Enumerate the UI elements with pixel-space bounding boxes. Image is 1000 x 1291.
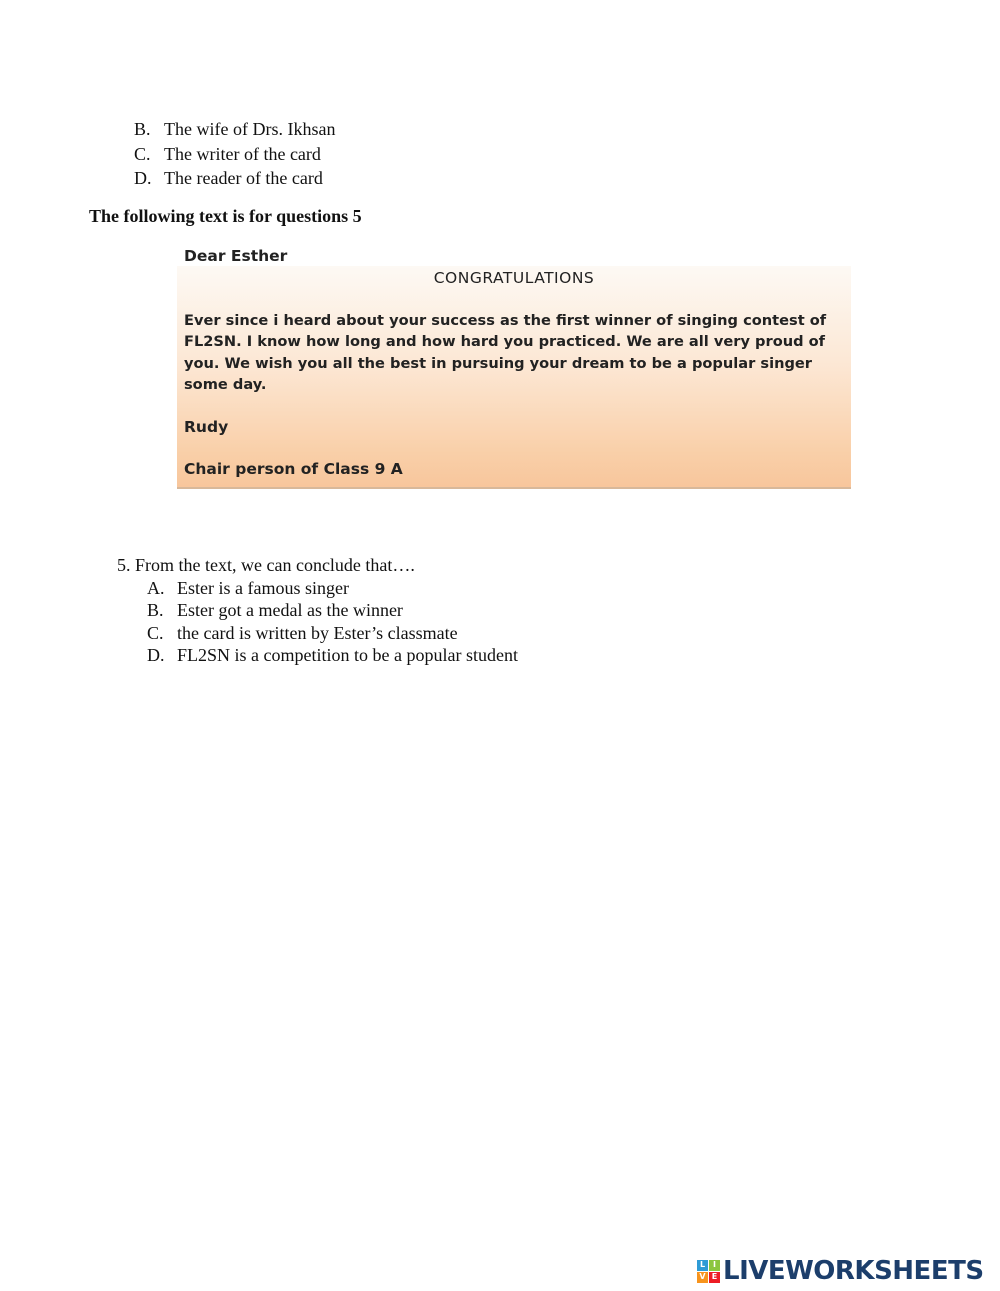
option-d[interactable]: [147, 644, 518, 667]
option-d[interactable]: [134, 166, 335, 191]
option-a[interactable]: [147, 577, 518, 600]
option-letter: B.: [147, 600, 164, 620]
option-letter: B.: [134, 119, 151, 139]
logo-block: V: [697, 1272, 708, 1283]
option-c[interactable]: [147, 622, 518, 645]
logo-block: I: [709, 1260, 720, 1271]
logo-block: E: [709, 1272, 720, 1283]
option-letter: A.: [147, 577, 165, 598]
option-text: The wife of Drs. Ikhsan: [164, 119, 336, 139]
logo-block: L: [697, 1260, 708, 1271]
logo-text: LIVEWORKSHEETS: [723, 1256, 984, 1286]
option-letter: C.: [147, 622, 164, 643]
greeting-card-image: [177, 244, 851, 489]
card-message: Ever since i heard about your success as the first winner of singing contest of FL2SN. I know how long and how hard you practiced. We are all very proud of you. We wish you all the best in pursuing your dream to be a popular singer some day.: [184, 312, 827, 393]
card-title: CONGRATULATIONS: [433, 269, 595, 287]
option-letter: D.: [147, 645, 165, 665]
option-text: the card is written by Ester’s classmate: [177, 622, 458, 643]
option-text: FL2SN is a competition to be a popular student: [177, 645, 518, 665]
question-options: [147, 577, 518, 667]
option-letter: D.: [134, 168, 152, 188]
option-b[interactable]: [147, 599, 518, 622]
card-greeting: Dear Esther: [184, 247, 288, 265]
option-b[interactable]: [134, 117, 335, 142]
question-5: [117, 554, 518, 667]
logo-blocks-icon: [697, 1260, 720, 1283]
option-text: Ester is a famous singer: [177, 577, 349, 598]
section-heading: The following text is for questions 5: [89, 206, 362, 226]
option-letter: C.: [134, 143, 151, 164]
option-text: Ester got a medal as the winner: [177, 600, 403, 620]
card-sender-role: Chair person of Class 9 A: [184, 460, 403, 478]
question-stem: 5. From the text, we can conclude that….: [117, 555, 415, 575]
option-text: The reader of the card: [164, 168, 323, 188]
liveworksheets-logo: [697, 1256, 984, 1286]
option-c[interactable]: [134, 142, 335, 167]
option-text: The writer of the card: [164, 143, 321, 164]
card-sender: Rudy: [184, 418, 229, 436]
previous-question-options: [134, 117, 335, 191]
